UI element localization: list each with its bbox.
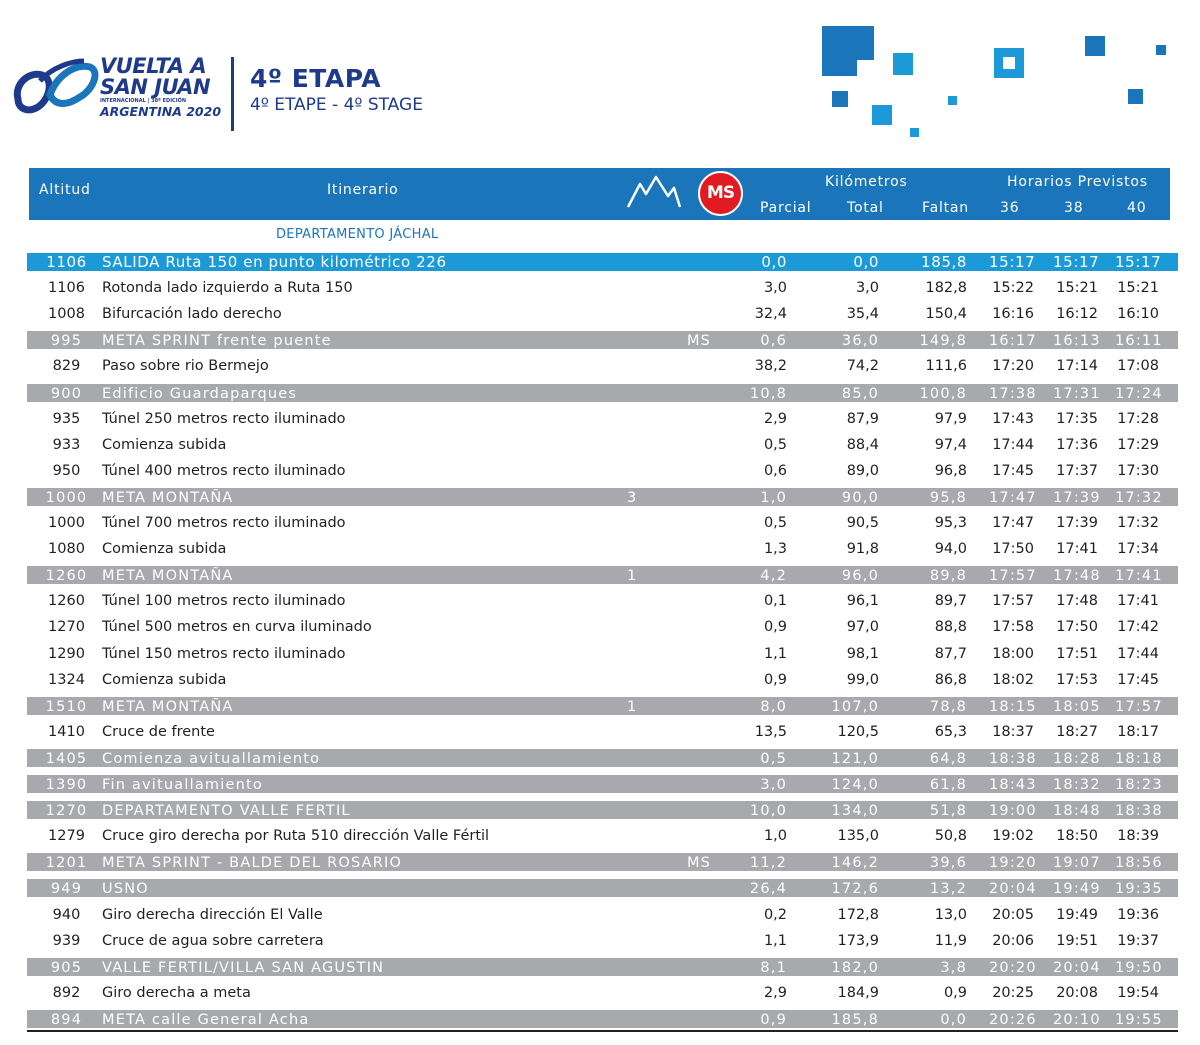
itinerary-cell: Comienza avituallamiento bbox=[102, 750, 321, 767]
header-40: 40 bbox=[1127, 200, 1147, 216]
time-40-cell: 17:32 bbox=[1117, 515, 1159, 531]
total-cell: 74,2 bbox=[846, 358, 879, 375]
time-38-cell: 18:32 bbox=[1053, 777, 1101, 793]
total-cell: 97,0 bbox=[846, 619, 879, 636]
faltan-cell: 111,6 bbox=[925, 358, 967, 375]
parcial-cell: 0,6 bbox=[763, 462, 787, 479]
table-row bbox=[27, 540, 1178, 558]
faltan-cell: 89,7 bbox=[934, 593, 967, 610]
itinerary-cell: Túnel 400 metros recto iluminado bbox=[102, 462, 346, 479]
parcial-cell: 0,1 bbox=[763, 593, 787, 610]
parcial-cell: 32,4 bbox=[754, 306, 787, 323]
table-row bbox=[27, 1010, 1178, 1028]
itinerary-cell: Paso sobre rio Bermejo bbox=[102, 358, 269, 375]
stage-title: 4º ETAPA bbox=[250, 64, 382, 93]
time-40-cell: 15:21 bbox=[1117, 280, 1159, 297]
parcial-cell: 0,0 bbox=[761, 253, 787, 271]
altitude-cell: 1000 bbox=[48, 515, 85, 531]
category-cell: 1 bbox=[627, 568, 638, 585]
altitude-cell: 829 bbox=[52, 358, 81, 375]
logo-small-text: INTERNACIONAL | 38ª EDICIÓN bbox=[100, 98, 187, 104]
total-cell: 89,0 bbox=[846, 462, 879, 479]
time-40-cell: 17:32 bbox=[1115, 489, 1163, 506]
table-row bbox=[27, 514, 1178, 532]
table-row bbox=[27, 879, 1178, 897]
vuelta-logo bbox=[10, 52, 225, 130]
time-40-cell: 18:38 bbox=[1115, 803, 1163, 820]
table-row bbox=[27, 749, 1178, 767]
total-cell: 96,0 bbox=[841, 568, 879, 585]
time-36-cell: 17:38 bbox=[989, 385, 1037, 402]
time-38-cell: 18:05 bbox=[1053, 698, 1101, 715]
total-cell: 85,0 bbox=[841, 385, 879, 402]
time-36-cell: 15:22 bbox=[992, 280, 1034, 297]
parcial-cell: 0,2 bbox=[763, 906, 787, 923]
parcial-cell: 1,1 bbox=[763, 645, 787, 662]
parcial-cell: 0,5 bbox=[763, 515, 787, 531]
faltan-cell: 96,8 bbox=[934, 462, 967, 479]
time-38-cell: 19:49 bbox=[1056, 906, 1098, 923]
table-row bbox=[27, 357, 1178, 375]
altitude-cell: 892 bbox=[52, 984, 81, 1001]
time-38-cell: 18:50 bbox=[1056, 828, 1098, 845]
time-40-cell: 17:41 bbox=[1115, 568, 1163, 585]
header-kilometros: Kilómetros bbox=[825, 174, 908, 190]
time-38-cell: 17:36 bbox=[1056, 436, 1098, 453]
time-36-cell: 17:50 bbox=[992, 541, 1034, 558]
header-38: 38 bbox=[1064, 200, 1084, 216]
parcial-cell: 26,4 bbox=[749, 881, 787, 898]
time-36-cell: 20:05 bbox=[992, 906, 1034, 923]
altitude-cell: 1279 bbox=[48, 828, 85, 845]
faltan-cell: 51,8 bbox=[929, 803, 967, 820]
time-38-cell: 17:41 bbox=[1056, 541, 1098, 558]
total-cell: 182,0 bbox=[831, 959, 879, 976]
time-36-cell: 20:25 bbox=[992, 984, 1034, 1001]
table-row bbox=[27, 305, 1178, 323]
table-row bbox=[27, 723, 1178, 741]
itinerary-cell: USNO bbox=[102, 881, 149, 898]
time-40-cell: 18:23 bbox=[1115, 777, 1163, 793]
parcial-cell: 2,9 bbox=[763, 410, 787, 427]
time-36-cell: 17:20 bbox=[992, 358, 1034, 375]
time-40-cell: 18:39 bbox=[1117, 828, 1159, 845]
time-36-cell: 15:17 bbox=[989, 253, 1036, 271]
parcial-cell: 10,0 bbox=[749, 803, 787, 820]
table-row bbox=[27, 697, 1178, 715]
parcial-cell: 3,0 bbox=[760, 777, 787, 793]
time-36-cell: 18:38 bbox=[989, 750, 1037, 767]
total-cell: 185,8 bbox=[831, 1011, 879, 1028]
itinerary-cell: Giro derecha dirección El Valle bbox=[102, 906, 323, 923]
cyclist-swirl-icon bbox=[10, 55, 102, 125]
logo-line-1: VUELTA A bbox=[100, 54, 207, 78]
time-36-cell: 20:20 bbox=[989, 959, 1037, 976]
time-40-cell: 19:50 bbox=[1115, 959, 1163, 976]
time-40-cell: 17:44 bbox=[1117, 645, 1159, 662]
table-row bbox=[27, 827, 1178, 845]
altitude-cell: 1270 bbox=[45, 803, 88, 820]
time-38-cell: 19:49 bbox=[1053, 881, 1101, 898]
itinerary-cell: Bifurcación lado derecho bbox=[102, 306, 282, 323]
parcial-cell: 8,1 bbox=[760, 959, 787, 976]
time-38-cell: 15:17 bbox=[1053, 253, 1100, 271]
itinerary-cell: Comienza subida bbox=[102, 671, 227, 688]
faltan-cell: 65,3 bbox=[934, 723, 967, 740]
time-40-cell: 15:17 bbox=[1115, 253, 1162, 271]
table-row bbox=[27, 801, 1178, 819]
total-cell: 96,1 bbox=[846, 593, 879, 610]
faltan-cell: 11,9 bbox=[934, 932, 967, 949]
faltan-cell: 0,0 bbox=[940, 1011, 967, 1028]
table-row bbox=[27, 645, 1178, 663]
total-cell: 90,5 bbox=[846, 515, 879, 531]
time-40-cell: 19:36 bbox=[1117, 906, 1159, 923]
table-row bbox=[27, 671, 1178, 689]
table-row bbox=[27, 566, 1178, 584]
faltan-cell: 86,8 bbox=[934, 671, 967, 688]
parcial-cell: 0,9 bbox=[763, 671, 787, 688]
time-38-cell: 17:37 bbox=[1056, 462, 1098, 479]
faltan-cell: 95,8 bbox=[929, 489, 967, 506]
total-cell: 3,0 bbox=[855, 280, 879, 297]
altitude-cell: 1290 bbox=[48, 645, 85, 662]
table-bottom-line bbox=[27, 1030, 1178, 1032]
itinerary-cell: DEPARTAMENTO VALLE FERTIL bbox=[102, 803, 351, 820]
time-40-cell: 17:57 bbox=[1115, 698, 1163, 715]
time-38-cell: 20:04 bbox=[1053, 959, 1101, 976]
time-38-cell: 16:12 bbox=[1056, 306, 1098, 323]
faltan-cell: 94,0 bbox=[934, 541, 967, 558]
table-row bbox=[27, 488, 1178, 506]
altitude-cell: 950 bbox=[52, 462, 81, 479]
time-40-cell: 18:17 bbox=[1117, 723, 1159, 740]
time-40-cell: 17:08 bbox=[1117, 358, 1159, 375]
altitude-cell: 1324 bbox=[48, 671, 85, 688]
itinerary-cell: Fin avituallamiento bbox=[102, 777, 263, 793]
altitude-cell: 1080 bbox=[48, 541, 85, 558]
time-36-cell: 18:15 bbox=[989, 698, 1037, 715]
time-40-cell: 16:10 bbox=[1117, 306, 1159, 323]
total-cell: 107,0 bbox=[831, 698, 879, 715]
itinerary-cell: Cruce giro derecha por Ruta 510 dirección Valle Fértil bbox=[102, 828, 490, 845]
time-38-cell: 17:39 bbox=[1056, 515, 1098, 531]
time-36-cell: 18:00 bbox=[992, 645, 1034, 662]
time-36-cell: 20:26 bbox=[989, 1011, 1037, 1028]
time-38-cell: 17:51 bbox=[1056, 645, 1098, 662]
altitude-cell: 1410 bbox=[48, 723, 85, 740]
table-row bbox=[27, 384, 1178, 402]
total-cell: 98,1 bbox=[846, 645, 879, 662]
table-row bbox=[27, 958, 1178, 976]
table-header bbox=[29, 168, 1170, 220]
header-parcial: Parcial bbox=[760, 200, 812, 216]
faltan-cell: 78,8 bbox=[929, 698, 967, 715]
time-40-cell: 17:30 bbox=[1117, 462, 1159, 479]
total-cell: 36,0 bbox=[841, 333, 879, 350]
parcial-cell: 11,2 bbox=[749, 855, 787, 872]
itinerary-cell: META SPRINT - BALDE DEL ROSARIO bbox=[102, 855, 403, 872]
time-36-cell: 17:45 bbox=[992, 462, 1034, 479]
table-row bbox=[27, 462, 1178, 480]
category-cell: MS bbox=[686, 855, 712, 872]
faltan-cell: 182,8 bbox=[925, 280, 967, 297]
parcial-cell: 38,2 bbox=[754, 358, 787, 375]
itinerary-cell: META MONTAÑA bbox=[102, 698, 234, 715]
table-row bbox=[27, 592, 1178, 610]
time-40-cell: 19:54 bbox=[1117, 984, 1159, 1001]
altitude-cell: 939 bbox=[52, 932, 81, 949]
faltan-cell: 50,8 bbox=[934, 828, 967, 845]
altitude-cell: 933 bbox=[52, 436, 81, 453]
total-cell: 124,0 bbox=[831, 777, 879, 793]
parcial-cell: 10,8 bbox=[749, 385, 787, 402]
table-row bbox=[27, 253, 1178, 271]
time-38-cell: 18:27 bbox=[1056, 723, 1098, 740]
faltan-cell: 3,8 bbox=[940, 959, 967, 976]
time-38-cell: 17:48 bbox=[1053, 568, 1101, 585]
faltan-cell: 149,8 bbox=[919, 333, 967, 350]
time-40-cell: 17:34 bbox=[1117, 541, 1159, 558]
parcial-cell: 8,0 bbox=[760, 698, 787, 715]
header-divider bbox=[231, 57, 234, 131]
itinerary-cell: META MONTAÑA bbox=[102, 568, 234, 585]
time-38-cell: 17:53 bbox=[1056, 671, 1098, 688]
stage-subtitle: 4º ETAPE - 4º STAGE bbox=[250, 95, 423, 115]
altitude-cell: 1390 bbox=[45, 777, 88, 793]
table-row bbox=[27, 984, 1178, 1002]
time-36-cell: 19:02 bbox=[992, 828, 1034, 845]
faltan-cell: 100,8 bbox=[919, 385, 967, 402]
total-cell: 120,5 bbox=[837, 723, 879, 740]
time-36-cell: 17:58 bbox=[992, 619, 1034, 636]
parcial-cell: 0,9 bbox=[763, 619, 787, 636]
parcial-cell: 0,5 bbox=[763, 436, 787, 453]
altitude-cell: 1270 bbox=[48, 619, 85, 636]
header-altitud: Altitud bbox=[39, 182, 91, 198]
time-38-cell: 19:07 bbox=[1053, 855, 1101, 872]
total-cell: 87,9 bbox=[846, 410, 879, 427]
itinerary-cell: VALLE FERTIL/VILLA SAN AGUSTIN bbox=[102, 959, 385, 976]
time-38-cell: 17:14 bbox=[1056, 358, 1098, 375]
time-40-cell: 17:45 bbox=[1117, 671, 1159, 688]
faltan-cell: 64,8 bbox=[929, 750, 967, 767]
time-40-cell: 18:18 bbox=[1115, 750, 1163, 767]
parcial-cell: 1,3 bbox=[763, 541, 787, 558]
time-40-cell: 17:42 bbox=[1117, 619, 1159, 636]
time-36-cell: 18:43 bbox=[989, 777, 1037, 793]
total-cell: 88,4 bbox=[846, 436, 879, 453]
itinerary-cell: META calle General Acha bbox=[102, 1011, 310, 1028]
time-38-cell: 17:39 bbox=[1053, 489, 1101, 506]
total-cell: 134,0 bbox=[831, 803, 879, 820]
table-row bbox=[27, 932, 1178, 950]
table-row bbox=[27, 618, 1178, 636]
header-horarios: Horarios Previstos bbox=[1007, 174, 1148, 190]
altitude-cell: 1000 bbox=[45, 489, 88, 506]
total-cell: 99,0 bbox=[846, 671, 879, 688]
time-40-cell: 17:29 bbox=[1117, 436, 1159, 453]
time-38-cell: 16:13 bbox=[1053, 333, 1101, 350]
faltan-cell: 97,4 bbox=[934, 436, 967, 453]
time-40-cell: 17:28 bbox=[1117, 410, 1159, 427]
time-36-cell: 17:44 bbox=[992, 436, 1034, 453]
altitude-cell: 1106 bbox=[46, 253, 87, 271]
altitude-cell: 940 bbox=[52, 906, 81, 923]
parcial-cell: 0,6 bbox=[760, 333, 787, 350]
itinerary-cell: Cruce de agua sobre carretera bbox=[102, 932, 324, 949]
itinerary-cell: Cruce de frente bbox=[102, 723, 215, 740]
itinerary-cell: Túnel 500 metros en curva iluminado bbox=[102, 619, 372, 636]
header-36: 36 bbox=[1000, 200, 1020, 216]
time-38-cell: 17:48 bbox=[1056, 593, 1098, 610]
time-36-cell: 16:16 bbox=[992, 306, 1034, 323]
total-cell: 146,2 bbox=[831, 855, 879, 872]
logo-line-3: ARGENTINA 2020 bbox=[100, 104, 222, 119]
time-36-cell: 19:00 bbox=[989, 803, 1037, 820]
parcial-cell: 1,1 bbox=[763, 932, 787, 949]
faltan-cell: 150,4 bbox=[925, 306, 967, 323]
meta-sprint-badge: MS bbox=[698, 171, 743, 216]
itinerary-cell: Túnel 700 metros recto iluminado bbox=[102, 515, 346, 531]
total-cell: 172,8 bbox=[837, 906, 879, 923]
header-total: Total bbox=[847, 200, 884, 216]
time-38-cell: 20:08 bbox=[1056, 984, 1098, 1001]
logo-line-2: SAN JUAN bbox=[100, 75, 211, 99]
parcial-cell: 0,5 bbox=[760, 750, 787, 767]
parcial-cell: 1,0 bbox=[760, 489, 787, 506]
altitude-cell: 1106 bbox=[48, 280, 85, 297]
altitude-cell: 1510 bbox=[45, 698, 88, 715]
time-36-cell: 18:02 bbox=[992, 671, 1034, 688]
time-40-cell: 18:56 bbox=[1115, 855, 1163, 872]
altitude-cell: 1260 bbox=[48, 593, 85, 610]
total-cell: 121,0 bbox=[831, 750, 879, 767]
header-itinerario: Itinerario bbox=[327, 182, 399, 198]
time-36-cell: 18:37 bbox=[992, 723, 1034, 740]
parcial-cell: 4,2 bbox=[760, 568, 787, 585]
total-cell: 91,8 bbox=[846, 541, 879, 558]
time-38-cell: 17:50 bbox=[1056, 619, 1098, 636]
itinerary-cell: META MONTAÑA bbox=[102, 489, 234, 506]
altitude-cell: 900 bbox=[50, 385, 83, 402]
itinerary-cell: Giro derecha a meta bbox=[102, 984, 251, 1001]
total-cell: 172,6 bbox=[831, 881, 879, 898]
faltan-cell: 97,9 bbox=[934, 410, 967, 427]
parcial-cell: 13,5 bbox=[754, 723, 787, 740]
altitude-cell: 1201 bbox=[45, 855, 88, 872]
table-row bbox=[27, 410, 1178, 428]
itinerary-cell: Túnel 100 metros recto iluminado bbox=[102, 593, 346, 610]
altitude-cell: 1260 bbox=[45, 568, 88, 585]
altitude-cell: 894 bbox=[50, 1011, 83, 1028]
parcial-cell: 2,9 bbox=[763, 984, 787, 1001]
header-faltan: Faltan bbox=[922, 200, 969, 216]
faltan-cell: 13,0 bbox=[934, 906, 967, 923]
time-36-cell: 19:20 bbox=[989, 855, 1037, 872]
parcial-cell: 1,0 bbox=[763, 828, 787, 845]
category-cell: 3 bbox=[627, 489, 638, 506]
faltan-cell: 61,8 bbox=[929, 777, 967, 793]
category-cell: 1 bbox=[627, 698, 638, 715]
time-40-cell: 16:11 bbox=[1115, 333, 1163, 350]
table-row bbox=[27, 331, 1178, 349]
parcial-cell: 3,0 bbox=[763, 280, 787, 297]
time-40-cell: 17:24 bbox=[1115, 385, 1163, 402]
faltan-cell: 0,9 bbox=[943, 984, 967, 1001]
time-38-cell: 18:28 bbox=[1053, 750, 1101, 767]
faltan-cell: 39,6 bbox=[929, 855, 967, 872]
faltan-cell: 13,2 bbox=[929, 881, 967, 898]
altitude-cell: 1008 bbox=[48, 306, 85, 323]
time-38-cell: 17:35 bbox=[1056, 410, 1098, 427]
time-40-cell: 19:35 bbox=[1115, 881, 1163, 898]
faltan-cell: 89,8 bbox=[929, 568, 967, 585]
time-40-cell: 19:37 bbox=[1117, 932, 1159, 949]
time-38-cell: 19:51 bbox=[1056, 932, 1098, 949]
altitude-cell: 1405 bbox=[45, 750, 88, 767]
altitude-cell: 905 bbox=[50, 959, 83, 976]
table-row bbox=[27, 853, 1178, 871]
faltan-cell: 88,8 bbox=[934, 619, 967, 636]
faltan-cell: 87,7 bbox=[934, 645, 967, 662]
parcial-cell: 0,9 bbox=[760, 1011, 787, 1028]
itinerary-cell: Túnel 150 metros recto iluminado bbox=[102, 645, 346, 662]
altitude-cell: 995 bbox=[50, 333, 83, 350]
table-row bbox=[27, 906, 1178, 924]
mountain-icon bbox=[626, 174, 682, 210]
faltan-cell: 95,3 bbox=[934, 515, 967, 531]
time-36-cell: 20:04 bbox=[989, 881, 1037, 898]
time-38-cell: 18:48 bbox=[1053, 803, 1101, 820]
table-row bbox=[27, 775, 1178, 793]
itinerary-cell: Rotonda lado izquierdo a Ruta 150 bbox=[102, 280, 353, 297]
total-cell: 90,0 bbox=[841, 489, 879, 506]
itinerary-cell: Comienza subida bbox=[102, 541, 227, 558]
itinerary-cell: Comienza subida bbox=[102, 436, 227, 453]
time-36-cell: 20:06 bbox=[992, 932, 1034, 949]
table-row bbox=[27, 279, 1178, 297]
time-40-cell: 17:41 bbox=[1117, 593, 1159, 610]
time-36-cell: 17:57 bbox=[989, 568, 1037, 585]
total-cell: 35,4 bbox=[846, 306, 879, 323]
altitude-cell: 935 bbox=[52, 410, 81, 427]
total-cell: 135,0 bbox=[837, 828, 879, 845]
itinerary-cell: META SPRINT frente puente bbox=[102, 333, 332, 350]
department-label: DEPARTAMENTO JÁCHAL bbox=[276, 227, 439, 242]
itinerary-cell: Túnel 250 metros recto iluminado bbox=[102, 410, 346, 427]
time-36-cell: 17:47 bbox=[989, 489, 1037, 506]
time-40-cell: 19:55 bbox=[1115, 1011, 1163, 1028]
faltan-cell: 185,8 bbox=[921, 253, 967, 271]
time-36-cell: 17:47 bbox=[992, 515, 1034, 531]
category-cell: MS bbox=[686, 333, 712, 350]
total-cell: 0,0 bbox=[853, 253, 879, 271]
altitude-cell: 949 bbox=[50, 881, 83, 898]
time-38-cell: 15:21 bbox=[1056, 280, 1098, 297]
itinerary-cell: Edificio Guardaparques bbox=[102, 385, 298, 402]
total-cell: 184,9 bbox=[837, 984, 879, 1001]
itinerary-cell: SALIDA Ruta 150 en punto kilométrico 226 bbox=[102, 253, 447, 271]
table-row bbox=[27, 436, 1178, 454]
time-38-cell: 20:10 bbox=[1053, 1011, 1101, 1028]
time-36-cell: 17:57 bbox=[992, 593, 1034, 610]
time-36-cell: 16:17 bbox=[989, 333, 1037, 350]
time-36-cell: 17:43 bbox=[992, 410, 1034, 427]
time-38-cell: 17:31 bbox=[1053, 385, 1101, 402]
total-cell: 173,9 bbox=[837, 932, 879, 949]
